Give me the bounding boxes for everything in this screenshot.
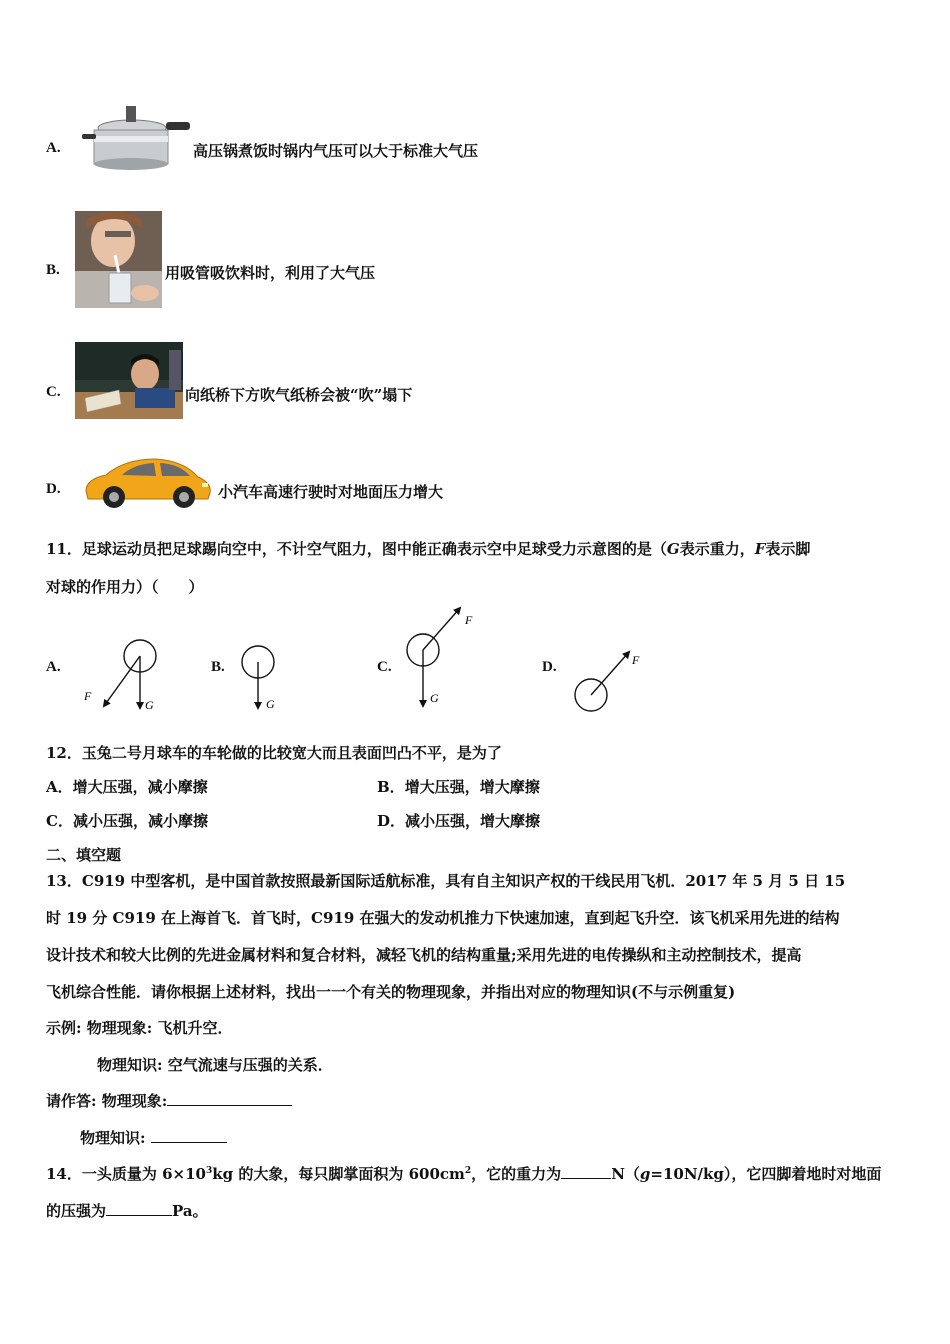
straw-drinking-photo bbox=[75, 211, 162, 308]
q11-stem-line1: 11．足球运动员把足球踢向空中，不计空气阻力，图中能正确表示空中足球受力示意图的是（G表示重力，F表示脚 bbox=[46, 540, 811, 558]
q11-a-label-g: G bbox=[145, 698, 154, 712]
q11-c-label-f: F bbox=[465, 613, 473, 627]
q14-line2: 的压强为 Pa。 bbox=[46, 1202, 208, 1220]
q14-line1: 14．一头质量为 $6\times 10^3kg$ 的大象，每只脚掌面积为 $600cm^2$，它的重力为 N（g=10N/kg），它四脚着地时对地面 bbox=[46, 1165, 882, 1183]
q11-option-b-letter: B. bbox=[211, 659, 225, 675]
q10-option-a-text: 高压锅煮饭时锅内气压可以大于标准大气压 bbox=[193, 142, 479, 160]
q10-option-b-text: 用吸管吸饮料时，利用了大气压 bbox=[165, 264, 376, 282]
q11-option-a-letter: A. bbox=[46, 659, 61, 675]
section-title-fill-in: 二、填空题 bbox=[46, 846, 122, 864]
q14-pressure-blank[interactable] bbox=[106, 1200, 172, 1216]
q13-knowledge-blank[interactable] bbox=[151, 1127, 227, 1143]
q10-option-a-letter: A. bbox=[46, 140, 61, 156]
q12-option-c: C．减小压强，减小摩擦 bbox=[46, 812, 208, 830]
q11-force-diagrams bbox=[0, 600, 950, 720]
q12-option-a: A．增大压强，减小摩擦 bbox=[46, 778, 208, 796]
q11-diagram-b bbox=[242, 646, 275, 711]
q11-d-label-f: F bbox=[632, 653, 640, 667]
q13-paragraph-line3: 设计技术和较大比例的先进金属材料和复合材料，减轻飞机的结构重量;采用先进的电传操纵和主动控制技术，提高 bbox=[46, 946, 802, 964]
q12-option-d: D．减小压强，增大摩擦 bbox=[377, 812, 541, 830]
q10-option-d-letter: D. bbox=[46, 481, 61, 497]
q12-option-b: B．增大压强，增大摩擦 bbox=[377, 778, 540, 796]
q13-phenomenon-blank[interactable] bbox=[167, 1090, 292, 1106]
q13-paragraph-line2: 时 19 分 C919 在上海首飞．首飞时，C919 在强大的发动机推力下快速加速，直到起飞升空．该飞机采用先进的结构 bbox=[46, 909, 840, 927]
q11-diagram-d bbox=[575, 652, 640, 711]
q13-paragraph-line1: 13．C919 中型客机，是中国首款按照最新国际适航标准，具有自主知识产权的干线民用飞机．2017 年 5 月 5 日 15 bbox=[46, 872, 846, 890]
q10-option-c-text: 向纸桥下方吹气纸桥会被“吹”塌下 bbox=[185, 386, 413, 404]
q11-option-d-letter: D. bbox=[542, 659, 557, 675]
car-image bbox=[80, 455, 214, 511]
q11-b-label-g: G bbox=[266, 697, 275, 711]
q13-paragraph-line4: 飞机综合性能．请你根据上述材料，找出一一个有关的物理现象，并指出对应的物理知识(不与示例重复) bbox=[46, 983, 736, 1001]
q13-example-knowledge: 物理知识: 空气流速与压强的关系． bbox=[97, 1056, 333, 1074]
q13-example-phenomenon: 示例: 物理现象: 飞机升空． bbox=[46, 1019, 233, 1037]
q11-diagram-a bbox=[83, 640, 156, 712]
q11-option-c-letter: C. bbox=[377, 659, 392, 675]
q13-answer-phenomenon: 请作答: 物理现象: bbox=[46, 1090, 292, 1111]
q11-c-label-g: G bbox=[430, 691, 439, 705]
q10-option-d-text: 小汽车高速行驶时对地面压力增大 bbox=[218, 483, 444, 501]
q11-a-label-f: F bbox=[84, 689, 92, 703]
q11-stem-line2: 对球的作用力）（ ） bbox=[46, 578, 204, 596]
paper-bridge-photo bbox=[75, 342, 183, 419]
q13-answer-knowledge: 物理知识: bbox=[80, 1127, 227, 1148]
q12-stem: 12．玉兔二号月球车的车轮做的比较宽大而且表面凹凸不平，是为了 bbox=[46, 744, 502, 762]
q10-option-b-letter: B. bbox=[46, 262, 60, 278]
q14-gravity-blank[interactable] bbox=[561, 1163, 611, 1179]
q10-option-c-letter: C. bbox=[46, 384, 61, 400]
q11-diagram-c bbox=[407, 608, 473, 706]
pressure-cooker-image bbox=[80, 100, 192, 172]
